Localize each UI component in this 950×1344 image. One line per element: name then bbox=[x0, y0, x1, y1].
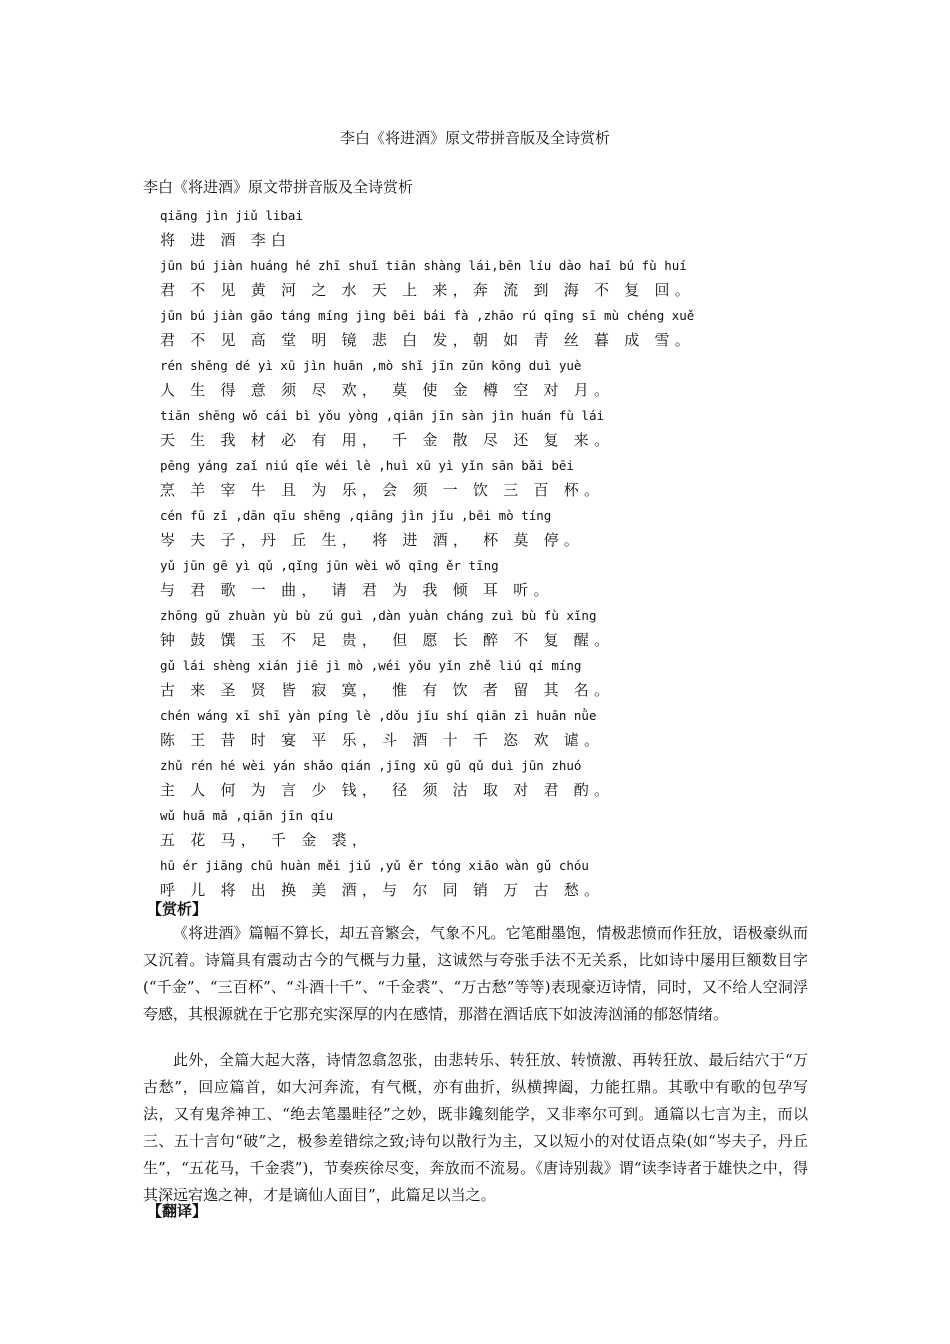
poem-pinyin-line: yǔ jūn gē yì qǔ ,qǐng jūn wèi wǒ qīng ěr tīng bbox=[160, 558, 499, 573]
poem-hanzi-line: 人 生 得 意 须 尽 欢， 莫 使 金 樽 空 对 月。 bbox=[160, 381, 615, 399]
poem-pinyin-line: gǔ lái shèng xián jiē jì mò ,wéi yǒu yǐn zhě liú qí míng bbox=[160, 658, 582, 673]
poem-pinyin-line: jūn bú jiàn gāo táng míng jìng bēi bái fà ,zhāo rú qīng sī mù chéng xuě bbox=[160, 308, 695, 323]
poem-hanzi-line: 岑 夫 子，丹 丘 生， 将 进 酒， 杯 莫 停。 bbox=[160, 531, 585, 549]
poem-hanzi-line: 五 花 马， 千 金 裘， bbox=[160, 831, 373, 849]
poem-hanzi-line: 主 人 何 为 言 少 钱， 径 须 沽 取 对 君 酌。 bbox=[160, 781, 615, 799]
poem-hanzi-line: 将 进 酒 李白 bbox=[160, 231, 292, 249]
poem-block bbox=[160, 203, 800, 903]
poem-hanzi-line: 呼 儿 将 出 换 美 酒，与 尔 同 销 万 古 愁。 bbox=[160, 881, 605, 899]
poem-hanzi-line: 陈 王 昔 时 宴 平 乐，斗 酒 十 千 恣 欢 谑。 bbox=[160, 731, 605, 749]
analysis-paragraph-2: 此外，全篇大起大落，诗情忽翕忽张，由悲转乐、转狂放、转愤激、再转狂放、最后结穴于“万古愁”，回应篇首，如大河奔流，有气概，亦有曲折，纵横捭阖，力能扛鼎。其歌中有歌的包孕写法，又有鬼斧神工、“绝去笔墨畦径”之妙，既非鑱刻能学，又非率尔可到。通篇以七言为主，而以三、五十言句“破”之，极参差错综之致;诗句以散行为主，又以短小的对仗语点染(如“岑夫子，丹丘生”，“五花马，千金裘”)，节奏疾徐尽变，奔放而不流易。《唐诗别裁》谓“读李诗者于雄快之中，得其深远宕逸之神，才是谪仙人面目”，此篇足以当之。 bbox=[143, 1051, 808, 1204]
poem-hanzi-line: 古 来 圣 贤 皆 寂 寞， 惟 有 饮 者 留 其 名。 bbox=[160, 681, 615, 699]
poem-pinyin-line: hū ér jiāng chū huàn měi jiǔ ,yǔ ěr tóng xiāo wàn gǔ chóu bbox=[160, 858, 589, 873]
poem-pinyin-line: cén fū zǐ ,dān qīu shēng ,qiāng jìn jǐu ,bēi mò tíng bbox=[160, 508, 552, 523]
poem-pinyin-line: tiān shēng wǒ cái bì yǒu yòng ,qiān jīn sàn jìn huán fù lái bbox=[160, 408, 605, 423]
poem-pinyin-line: qiāng jìn jiǔ libai bbox=[160, 208, 303, 223]
analysis-heading: 【赏析】 bbox=[147, 900, 208, 918]
poem-pinyin-line: chén wáng xī shī yàn píng lè ,dǒu jǐu shí qiān zì huān nǜe bbox=[160, 708, 597, 723]
poem-pinyin-line: rén shēng dé yì xū jìn huān ,mò shǐ jīn zūn kōng duì yuè bbox=[160, 358, 582, 373]
poem-hanzi-line: 君 不 见 高 堂 明 镜 悲 白 发，朝 如 青 丝 暮 成 雪。 bbox=[160, 331, 696, 349]
translation-heading: 【翻译】 bbox=[147, 1202, 208, 1220]
poem-hanzi-line: 烹 羊 宰 牛 且 为 乐，会 须 一 饮 三 百 杯。 bbox=[160, 481, 605, 499]
poem-hanzi-line: 与 君 歌 一 曲， 请 君 为 我 倾 耳 听。 bbox=[160, 581, 554, 599]
poem-pinyin-line: wǔ huā mǎ ,qiān jīn qíu bbox=[160, 808, 334, 823]
document-subtitle: 李白《将进酒》原文带拼音版及全诗赏析 bbox=[143, 178, 414, 196]
poem-pinyin-line: pēng yáng zaǐ niú qǐe wéi lè ,huì xū yì yǐn sān bǎi bēi bbox=[160, 458, 574, 473]
poem-pinyin-line: zhǔ rén hé wèi yán shǎo qián ,jīng xū gū qǔ duì jūn zhuó bbox=[160, 758, 582, 773]
document-title: 李白《将进酒》原文带拼音版及全诗赏析 bbox=[339, 129, 610, 147]
poem-hanzi-line: 天 生 我 材 必 有 用， 千 金 散 尽 还 复 来。 bbox=[160, 431, 615, 449]
poem-hanzi-line: 君 不 见 黄 河 之 水 天 上 来，奔 流 到 海 不 复 回。 bbox=[160, 281, 696, 299]
poem-hanzi-line: 钟 鼓 馔 玉 不 足 贵， 但 愿 长 醉 不 复 醒。 bbox=[160, 631, 615, 649]
analysis-paragraph-1: 《将进酒》篇幅不算长，却五音繁会，气象不凡。它笔酣墨饱，情极悲愤而作狂放，语极豪纵而又沉着。诗篇具有震动古今的气概与力量，这诚然与夸张手法不无关系，比如诗中屡用巨额数目字(“千金”、“三百杯”、“斗酒十千”、“千金裘”、“万古愁”等等)表现豪迈诗情，同时，又不给人空洞浮夸感，其根源就在于它那充实深厚的内在感情，那潜在酒话底下如波涛汹涌的郁怒情绪。 bbox=[143, 924, 808, 1023]
poem-pinyin-line: jūn bú jiàn huáng hé zhī shuǐ tiān shàng lái,bēn líu dào haǐ bú fù huí bbox=[160, 258, 687, 273]
poem-pinyin-line: zhōng gǔ zhuàn yù bù zú guì ,dàn yuàn cháng zuì bù fù xǐng bbox=[160, 608, 597, 623]
